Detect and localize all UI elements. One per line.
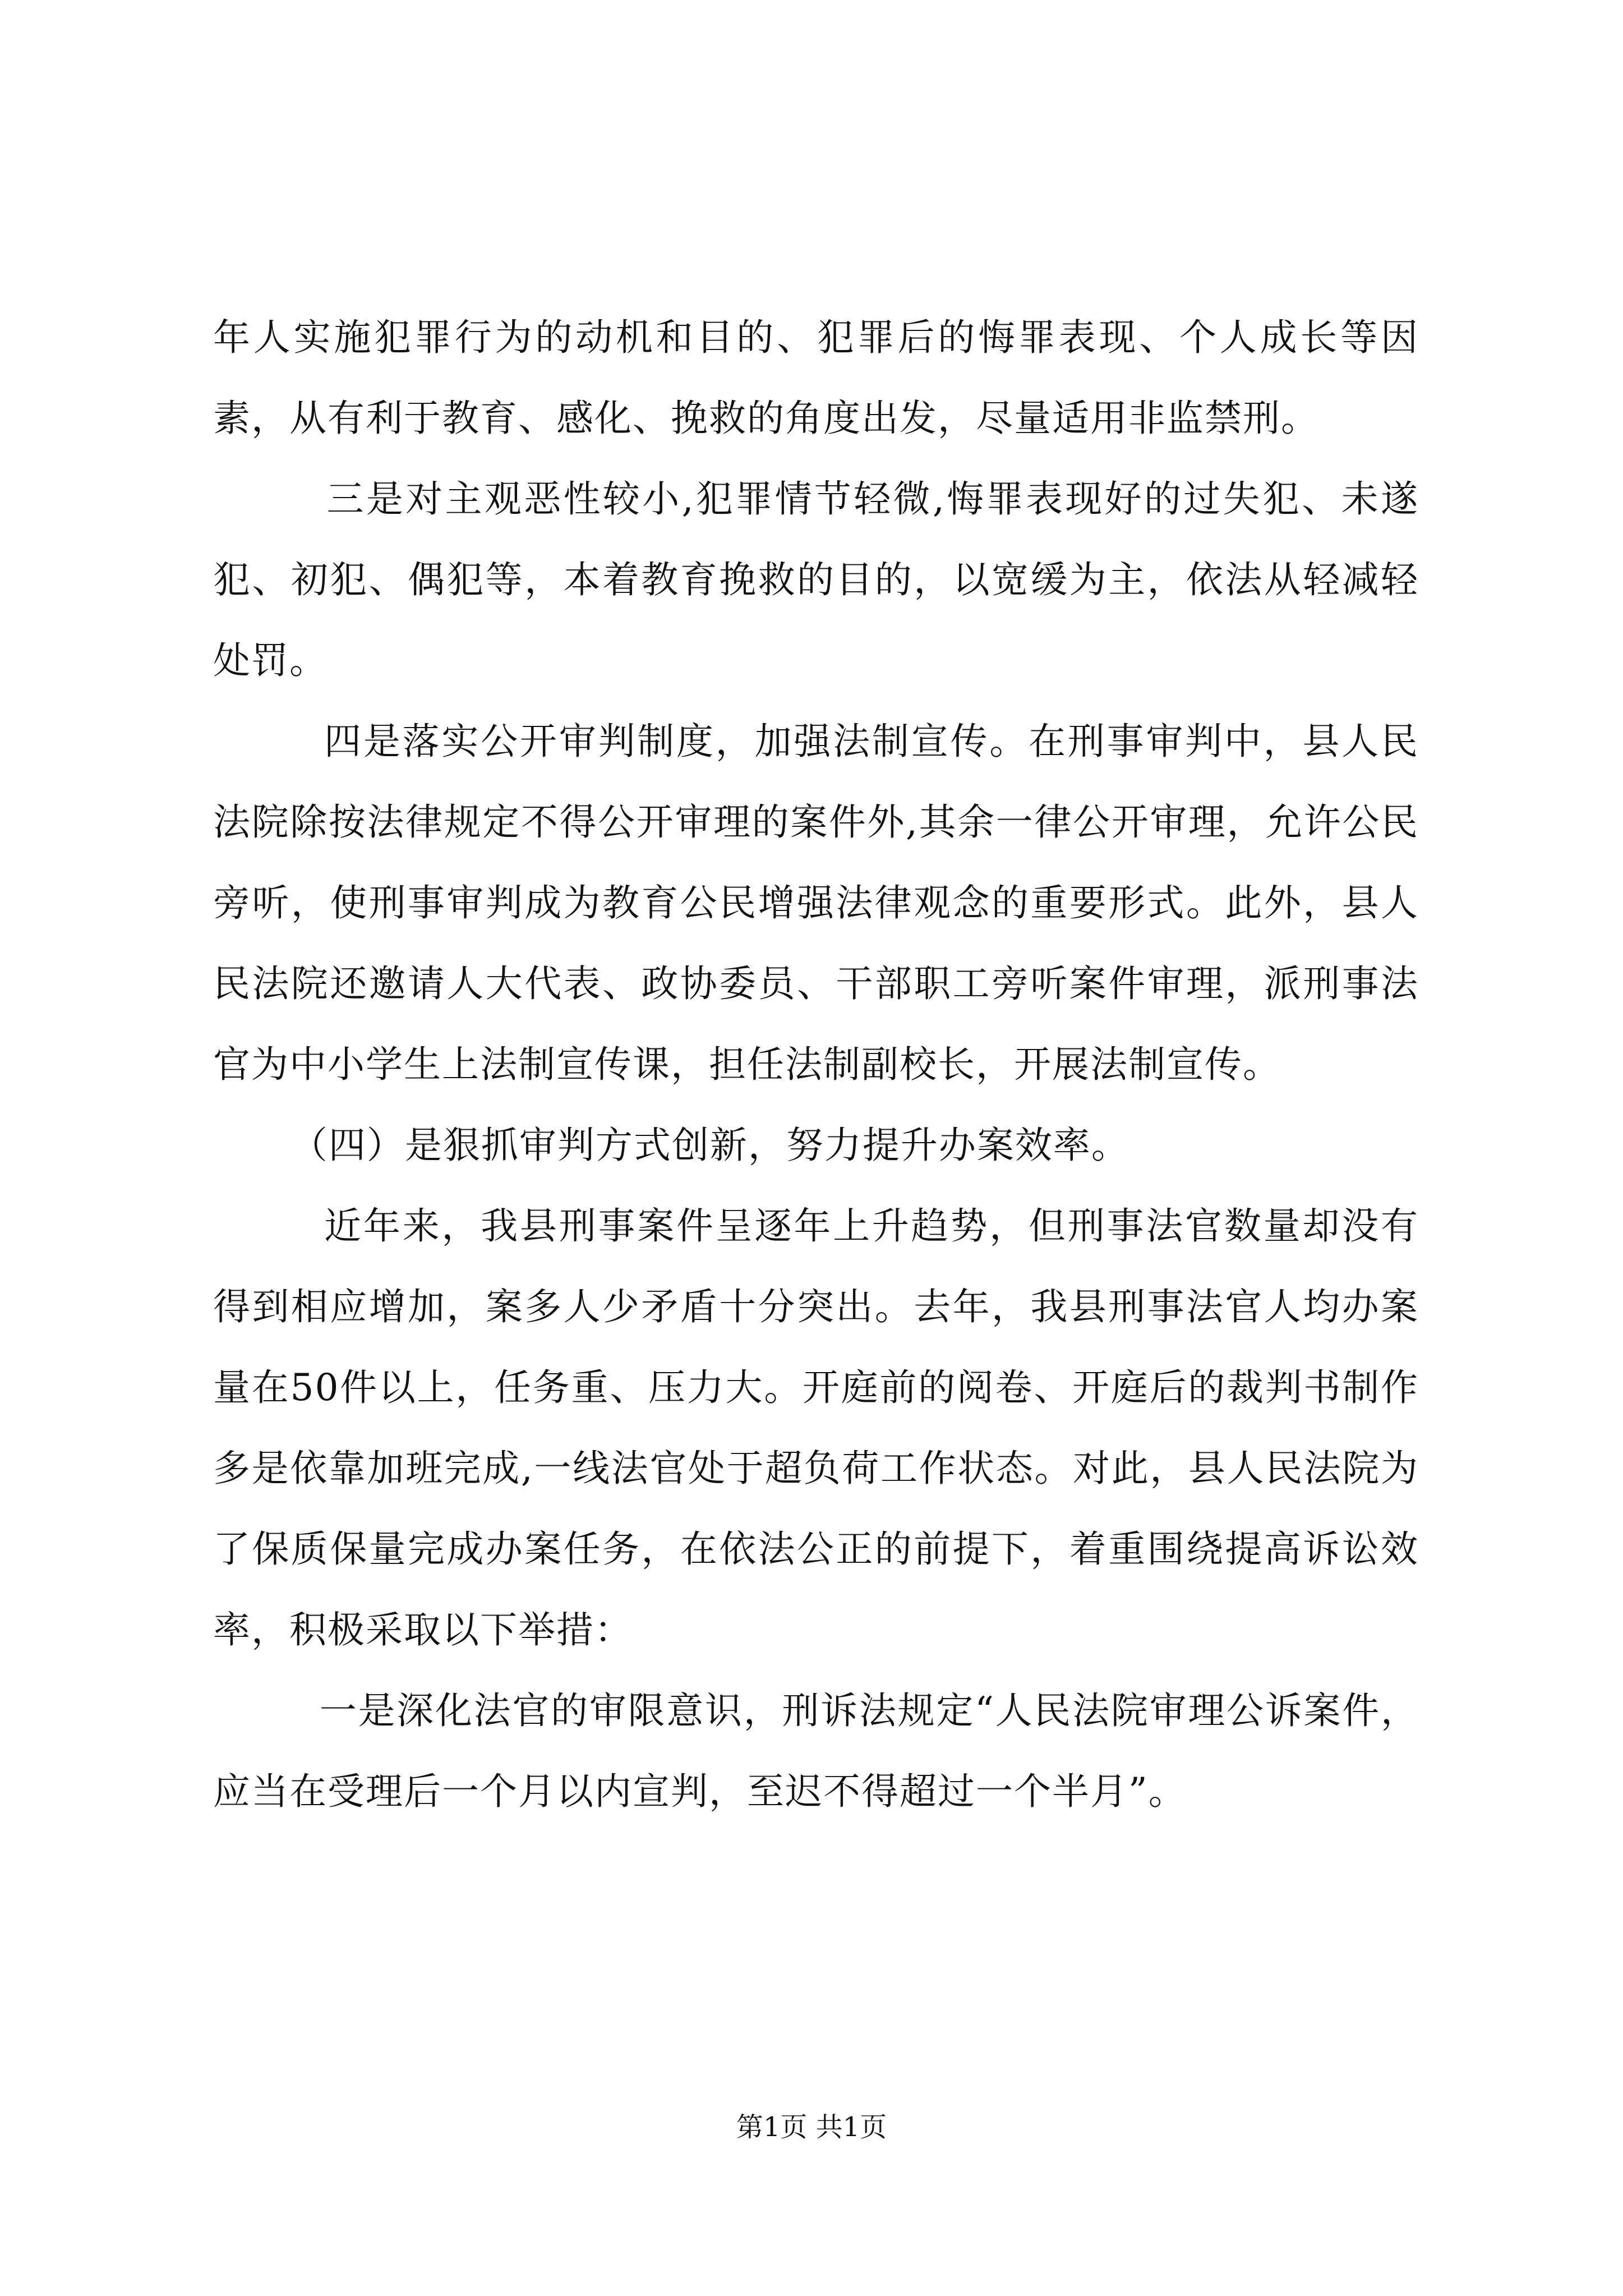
paragraph-2: 三是对主观恶性较小,犯罪情节轻微,悔罪表现好的过失犯、未遂犯、初犯、偶犯等，本着教育挽救的目的，以宽缓为主，依法从轻减轻处罚。	[213, 477, 1419, 682]
paragraph-3: 四是落实公开审判制度，加强法制宣传。在刑事审判中，县人民法院除按法律规定不得公开审理的案件外,其余一律公开审理，允许公民旁听，使刑事审判成为教育公民增强法律观念的重要形式。此外，县人民法院还邀请人大代表、政协委员、干部职工旁听案件审理，派刑事法官为中小学生上法制宣传课，担任法制副校长，开展法制宣传。	[213, 720, 1419, 1086]
paragraph-4: （四）是狠抓审判方式创新，努力提升办案效率。	[213, 1124, 1129, 1167]
paragraph-5: 近年来，我县刑事案件呈逐年上升趋势，但刑事法官数量却没有得到相应增加，案多人少矛盾十分突出。去年，我县刑事法官人均办案量在50件以上，任务重、压力大。开庭前的阅卷、开庭后的裁判书制作多是依靠加班完成,一线法官处于超负荷工作状态。对此，县人民法院为了保质保量完成办案任务，在依法公正的前提下，着重围绕提高诉讼效率，积极采取以下举措：	[213, 1204, 1419, 1651]
document-body	[213, 297, 1419, 1832]
paragraph-6: 一是深化法官的审限意识，刑诉法规定“人民法院审理公诉案件，应当在受理后一个月以内宣判，至迟不得超过一个半月”。	[213, 1689, 1419, 1813]
page-footer: 第1页 共1页	[736, 2111, 887, 2143]
paragraph-1: 年人实施犯罪行为的动机和目的、犯罪后的悔罪表现、个人成长等因素，从有利于教育、感化、挽救的角度出发，尽量适用非监禁刑。	[213, 316, 1419, 440]
